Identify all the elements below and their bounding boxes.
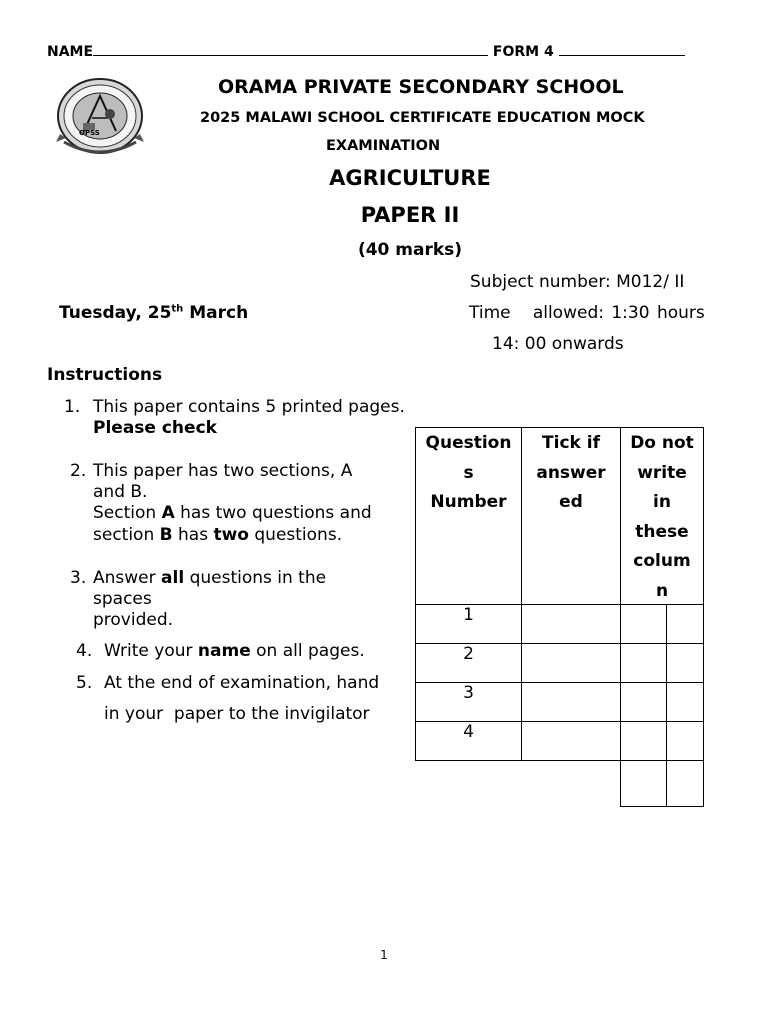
table-header-tick: Tick if answer ed xyxy=(521,427,621,605)
instruction-number: 1. xyxy=(64,397,81,417)
instruction-item-5 xyxy=(76,673,416,729)
subject-number: Subject number: M012/ II xyxy=(470,272,685,292)
name-line xyxy=(47,43,685,60)
instruction-item-1 xyxy=(64,397,424,441)
table-header-do-not-write: Do not write in these colum n xyxy=(620,427,704,605)
instruction-text: Write your name on all pages. xyxy=(104,641,365,661)
form-label: FORM 4 xyxy=(492,44,554,60)
examiner-cell xyxy=(666,682,704,722)
tick-cell[interactable] xyxy=(521,604,621,644)
instruction-number: 4. xyxy=(76,641,93,661)
instruction-text: Please check xyxy=(93,418,217,438)
instruction-text: At the end of examination, hand xyxy=(104,673,380,693)
instruction-item-3 xyxy=(70,568,410,634)
instruction-text: This paper contains 5 printed pages. xyxy=(93,397,405,417)
instruction-text: This paper has two sections, A xyxy=(93,461,353,481)
examiner-cell xyxy=(666,643,704,683)
instruction-text: in your paper to the invigilator xyxy=(104,704,370,724)
instruction-text: Section A has two questions and xyxy=(93,503,372,523)
subject-title: AGRICULTURE xyxy=(329,166,491,190)
examiner-cell xyxy=(620,682,667,722)
instruction-text: section B has two questions. xyxy=(93,525,343,545)
exam-date xyxy=(59,303,248,323)
examiner-cell xyxy=(620,643,667,683)
time-allowed: Time allowed: 1:30 hours xyxy=(469,303,705,323)
examiner-cell xyxy=(620,721,667,761)
page-number: 1 xyxy=(380,948,388,962)
instruction-number: 2. xyxy=(70,461,87,481)
name-field[interactable] xyxy=(93,43,488,56)
school-logo xyxy=(54,76,146,158)
table-header-question-number: Question s Number xyxy=(415,427,522,605)
examiner-cell xyxy=(666,721,704,761)
table-row-number: 3 xyxy=(415,682,522,722)
instruction-text: provided. xyxy=(93,610,174,630)
score-table xyxy=(415,427,704,807)
start-time: 14: 00 onwards xyxy=(492,334,624,354)
date-month: March xyxy=(183,303,249,323)
instruction-item-4 xyxy=(76,641,416,663)
total-cell xyxy=(666,760,704,807)
total-marks: (40 marks) xyxy=(357,240,463,260)
tick-cell[interactable] xyxy=(521,682,621,722)
paper-title: PAPER II xyxy=(360,203,460,227)
table-row-number: 2 xyxy=(415,643,522,683)
table-row-number: 4 xyxy=(415,721,522,761)
tick-cell[interactable] xyxy=(521,721,621,761)
examiner-cell xyxy=(666,604,704,644)
table-row-number: 1 xyxy=(415,604,522,644)
date-day: Tuesday, 25 xyxy=(59,303,172,323)
instruction-text: Answer all questions in the xyxy=(93,568,327,588)
tick-cell[interactable] xyxy=(521,643,621,683)
instruction-text: spaces xyxy=(93,589,152,609)
instructions-heading: Instructions xyxy=(47,365,163,385)
instruction-number: 3. xyxy=(70,568,87,588)
name-label: NAME xyxy=(47,44,94,60)
logo-letters: OPSS xyxy=(79,129,100,137)
total-cell xyxy=(620,760,667,807)
form-field[interactable] xyxy=(559,43,685,56)
exam-title-line2: EXAMINATION xyxy=(326,138,441,154)
instruction-text: and B. xyxy=(93,482,148,502)
date-suffix: th xyxy=(171,303,184,315)
exam-title-line1: 2025 MALAWI SCHOOL CERTIFICATE EDUCATION MOCK xyxy=(200,110,645,126)
school-name: ORAMA PRIVATE SECONDARY SCHOOL xyxy=(218,76,624,98)
instruction-number: 5. xyxy=(76,673,93,693)
examiner-cell xyxy=(620,604,667,644)
instruction-item-2 xyxy=(70,461,410,551)
